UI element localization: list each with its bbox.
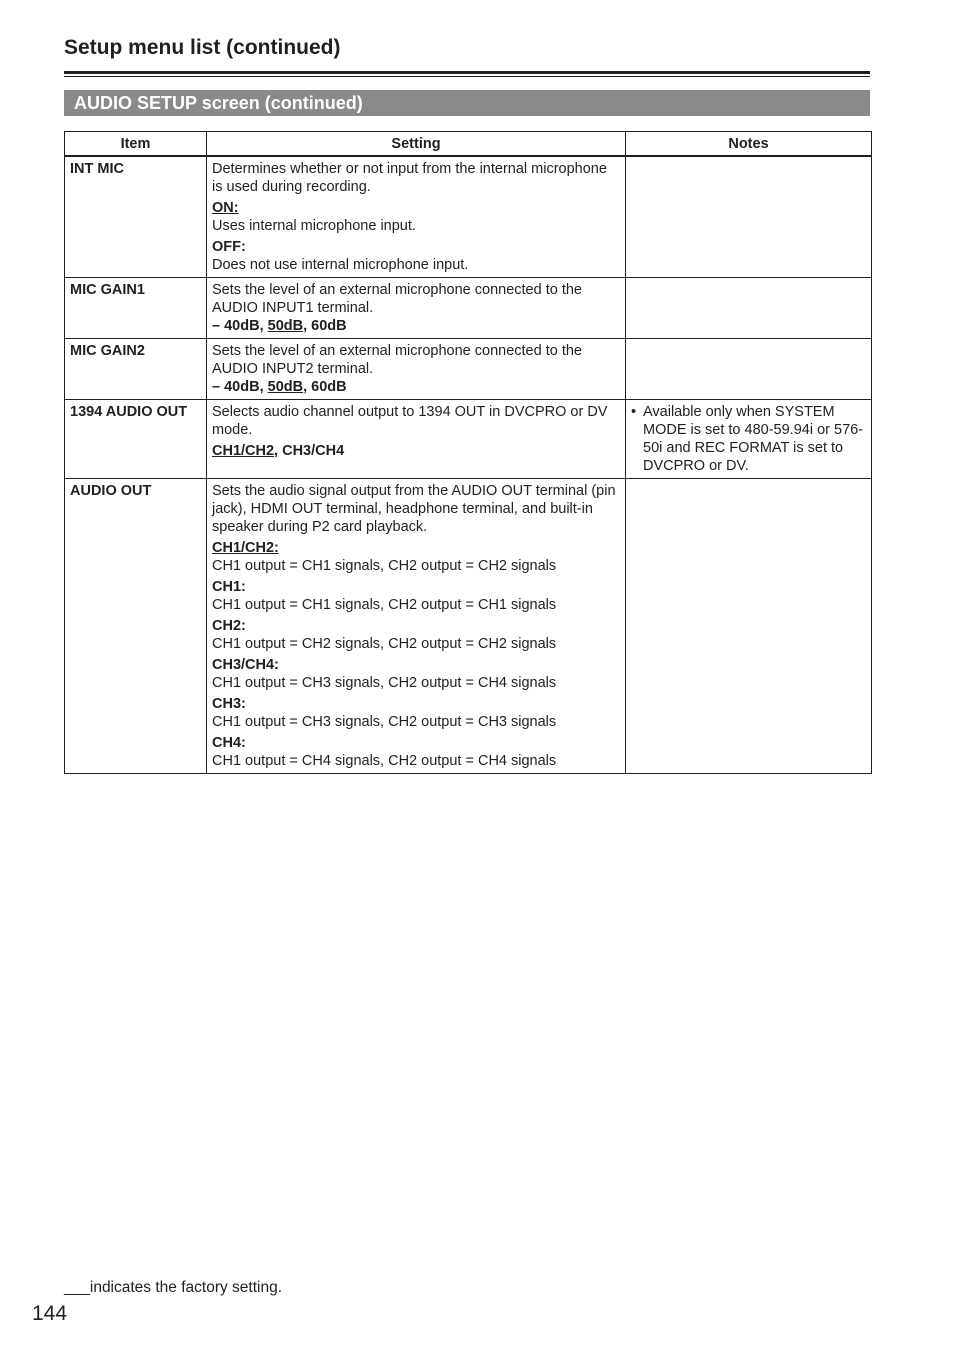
bullet-icon: • <box>631 404 637 420</box>
notes-cell <box>626 278 872 339</box>
option-text-ch4: CH1 output = CH4 signals, CH2 output = CH4 signals <box>212 753 557 769</box>
option-text-ch3-ch4: CH1 output = CH3 signals, CH2 output = CH4 signals <box>212 675 557 691</box>
value-40db: – 40dB <box>212 318 260 334</box>
value-ch3-ch4: CH3/CH4 <box>282 443 345 459</box>
item-cell: 1394 AUDIO OUT <box>65 400 207 479</box>
notes-cell <box>626 339 872 400</box>
setting-values <box>212 378 621 396</box>
setting-description: Determines whether or not input from the internal microphone is used during recording. <box>212 161 607 195</box>
option-label-ch2: CH2: <box>212 618 246 634</box>
title-rule-thick <box>64 71 870 74</box>
table-header-row <box>65 132 872 157</box>
option-text-ch1-ch2: CH1 output = CH1 signals, CH2 output = CH2 signals <box>212 558 557 574</box>
table-row-audio-out <box>65 479 872 774</box>
table-row-int-mic <box>65 156 872 278</box>
option-label-ch3-ch4: CH3/CH4: <box>212 657 279 673</box>
value-50db-default: 50dB <box>267 379 304 395</box>
setting-cell <box>207 479 626 774</box>
value-ch1-ch2-default: CH1/CH2 <box>212 443 275 459</box>
option-text-off: Does not use internal microphone input. <box>212 257 469 273</box>
table-row-mic-gain2 <box>65 339 872 400</box>
notes-cell <box>626 400 872 479</box>
note-text: Available only when SYSTEM MODE is set to 480-59.94i or 576-50i and REC FORMAT is set to DVCPRO or DV. <box>643 404 864 474</box>
table-row-1394-audio-out <box>65 400 872 479</box>
value-separator: , <box>259 318 268 334</box>
value-40db: – 40dB <box>212 379 260 395</box>
value-separator: , <box>274 443 283 459</box>
audio-setup-table <box>64 131 872 774</box>
setting-values <box>212 317 621 335</box>
section-heading: AUDIO SETUP screen (continued) <box>64 90 870 116</box>
value-60db: 60dB <box>311 379 347 395</box>
setting-description: Sets the level of an external microphone connected to the AUDIO INPUT1 terminal. <box>212 282 582 316</box>
item-cell: MIC GAIN1 <box>65 278 207 339</box>
notes-cell <box>626 156 872 278</box>
page-title: Setup menu list (continued) <box>64 36 341 59</box>
value-60db: 60dB <box>311 318 347 334</box>
notes-cell <box>626 479 872 774</box>
setting-cell <box>207 400 626 479</box>
option-label-ch4: CH4: <box>212 735 246 751</box>
note-bullet <box>631 403 867 475</box>
setting-cell <box>207 339 626 400</box>
option-text-ch2: CH1 output = CH2 signals, CH2 output = CH2 signals <box>212 636 557 652</box>
setting-cell <box>207 278 626 339</box>
option-text-ch3: CH1 output = CH3 signals, CH2 output = CH3 signals <box>212 714 557 730</box>
value-50db-default: 50dB <box>267 318 304 334</box>
setting-description: Selects audio channel output to 1394 OUT in DVCPRO or DV mode. <box>212 404 608 438</box>
column-header-notes: Notes <box>626 132 872 157</box>
value-separator: , <box>303 318 312 334</box>
footnote-text: indicates the factory setting. <box>89 1279 283 1296</box>
column-header-setting: Setting <box>207 132 626 157</box>
option-label-on: ON: <box>212 200 239 216</box>
setting-description: Sets the level of an external microphone connected to the AUDIO INPUT2 terminal. <box>212 343 582 377</box>
value-separator: , <box>303 379 312 395</box>
item-cell: INT MIC <box>65 156 207 278</box>
option-label-ch1: CH1: <box>212 579 246 595</box>
table-row-mic-gain1 <box>65 278 872 339</box>
option-text-ch1: CH1 output = CH1 signals, CH2 output = CH1 signals <box>212 597 557 613</box>
setting-cell <box>207 156 626 278</box>
option-label-ch1-ch2: CH1/CH2: <box>212 540 279 556</box>
underline-blank: ___ <box>64 1279 90 1296</box>
page-number: 144 <box>32 1302 68 1325</box>
option-text-on: Uses internal microphone input. <box>212 218 416 234</box>
value-separator: , <box>259 379 268 395</box>
item-cell: MIC GAIN2 <box>65 339 207 400</box>
factory-setting-footnote <box>64 1279 282 1297</box>
setting-values <box>212 442 621 460</box>
option-label-ch3: CH3: <box>212 696 246 712</box>
setting-description: Sets the audio signal output from the AUDIO OUT terminal (pin jack), HDMI OUT terminal, headphone terminal, and built-in speaker during P2 card playback. <box>212 483 616 535</box>
column-header-item: Item <box>65 132 207 157</box>
option-label-off: OFF: <box>212 239 246 255</box>
item-cell: AUDIO OUT <box>65 479 207 774</box>
title-rule-thin <box>64 76 870 77</box>
